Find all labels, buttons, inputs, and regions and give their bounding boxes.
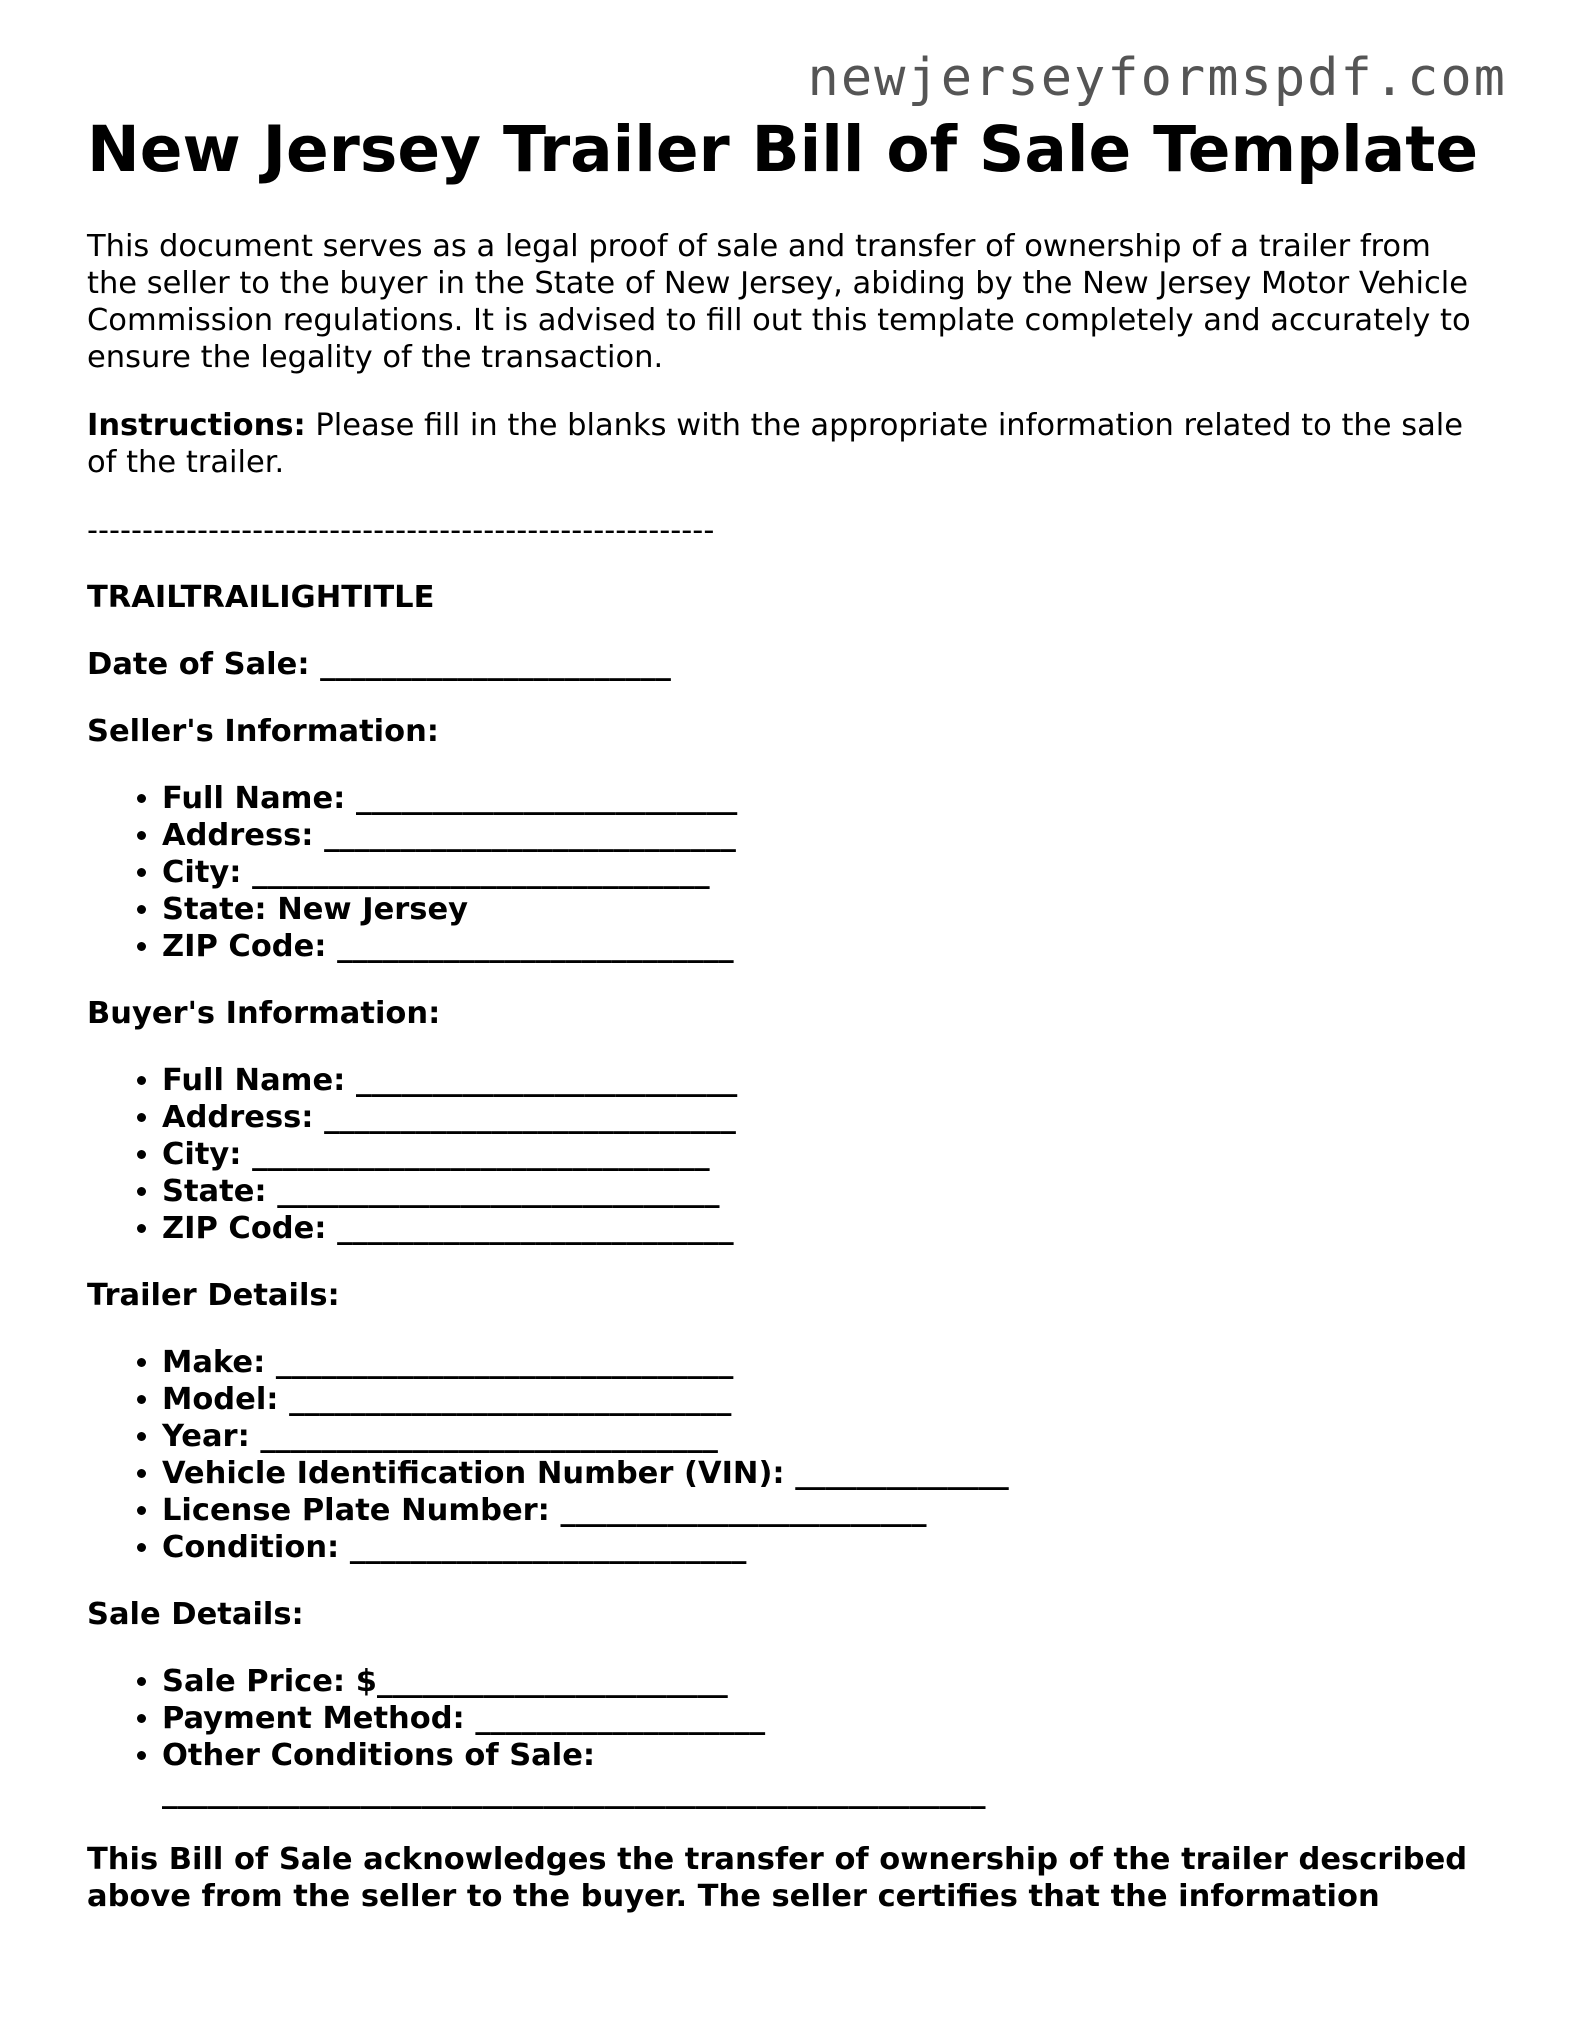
document-body	[87, 112, 1487, 1915]
sale-other-conditions-line: ______________________________________________________	[162, 1775, 986, 1810]
separator-line: ---------------------------------------------------------	[87, 513, 715, 548]
sale-heading: Sale Details:	[87, 1597, 304, 1632]
seller-state: • State: New Jersey	[162, 891, 1487, 928]
instructions-text: Please fill in the blanks with the appropriate information related to the sale of the trailer.	[87, 408, 1464, 480]
buyer-address: • Address: ___________________________	[162, 1099, 1487, 1136]
site-watermark: newjerseyformspdf.com	[807, 48, 1507, 108]
seller-heading: Seller's Information:	[87, 714, 439, 749]
buyer-state: • State: _____________________________	[162, 1173, 1487, 1210]
buyer-list	[87, 1062, 1487, 1247]
trailer-make: • Make: ______________________________	[162, 1344, 1487, 1381]
trailer-model: • Model: _____________________________	[162, 1381, 1487, 1418]
instructions-label: Instructions:	[87, 408, 306, 443]
seller-full-name: • Full Name: _________________________	[162, 780, 1487, 817]
page-title: New Jersey Trailer Bill of Sale Template	[87, 113, 1479, 186]
sale-price: • Sale Price: $_______________________	[162, 1663, 1487, 1700]
buyer-zip: • ZIP Code: __________________________	[162, 1210, 1487, 1247]
instructions-paragraph	[87, 407, 1482, 481]
buyer-full-name: • Full Name: _________________________	[162, 1062, 1487, 1099]
trailer-license-plate: • License Plate Number: ________________________	[162, 1492, 1487, 1529]
sale-other-conditions	[162, 1737, 1487, 1811]
sale-other-conditions-label: Other Conditions of Sale:	[162, 1738, 596, 1773]
seller-city: • City: ______________________________	[162, 854, 1487, 891]
date-of-sale-field: Date of Sale: _______________________	[87, 647, 671, 682]
seller-list	[87, 780, 1487, 965]
form-title: TRAILTRAILIGHTITLE	[87, 580, 435, 615]
buyer-heading: Buyer's Information:	[87, 996, 441, 1031]
seller-address: • Address: ___________________________	[162, 817, 1487, 854]
trailer-heading: Trailer Details:	[87, 1278, 340, 1313]
buyer-city: • City: ______________________________	[162, 1136, 1487, 1173]
trailer-year: • Year: ______________________________	[162, 1418, 1487, 1455]
seller-zip: • ZIP Code: __________________________	[162, 928, 1487, 965]
trailer-vin: • Vehicle Identification Number (VIN): ______________	[162, 1455, 1487, 1492]
intro-paragraph: This document serves as a legal proof of sale and transfer of ownership of a trailer from the seller to the buyer in the State of New Jersey, abiding by the New Jersey Motor Vehicle Commission regulations. It is advised to fill out this template completely and accurately to ensure the legality of the transaction.	[87, 229, 1471, 375]
sale-list	[87, 1663, 1487, 1811]
trailer-list	[87, 1344, 1487, 1566]
sale-payment-method: • Payment Method: ___________________	[162, 1700, 1487, 1737]
closing-paragraph: This Bill of Sale acknowledges the transfer of ownership of the trailer described above from the seller to the buyer. The seller certifies that the information	[87, 1842, 1468, 1914]
trailer-condition: • Condition: __________________________	[162, 1529, 1487, 1566]
